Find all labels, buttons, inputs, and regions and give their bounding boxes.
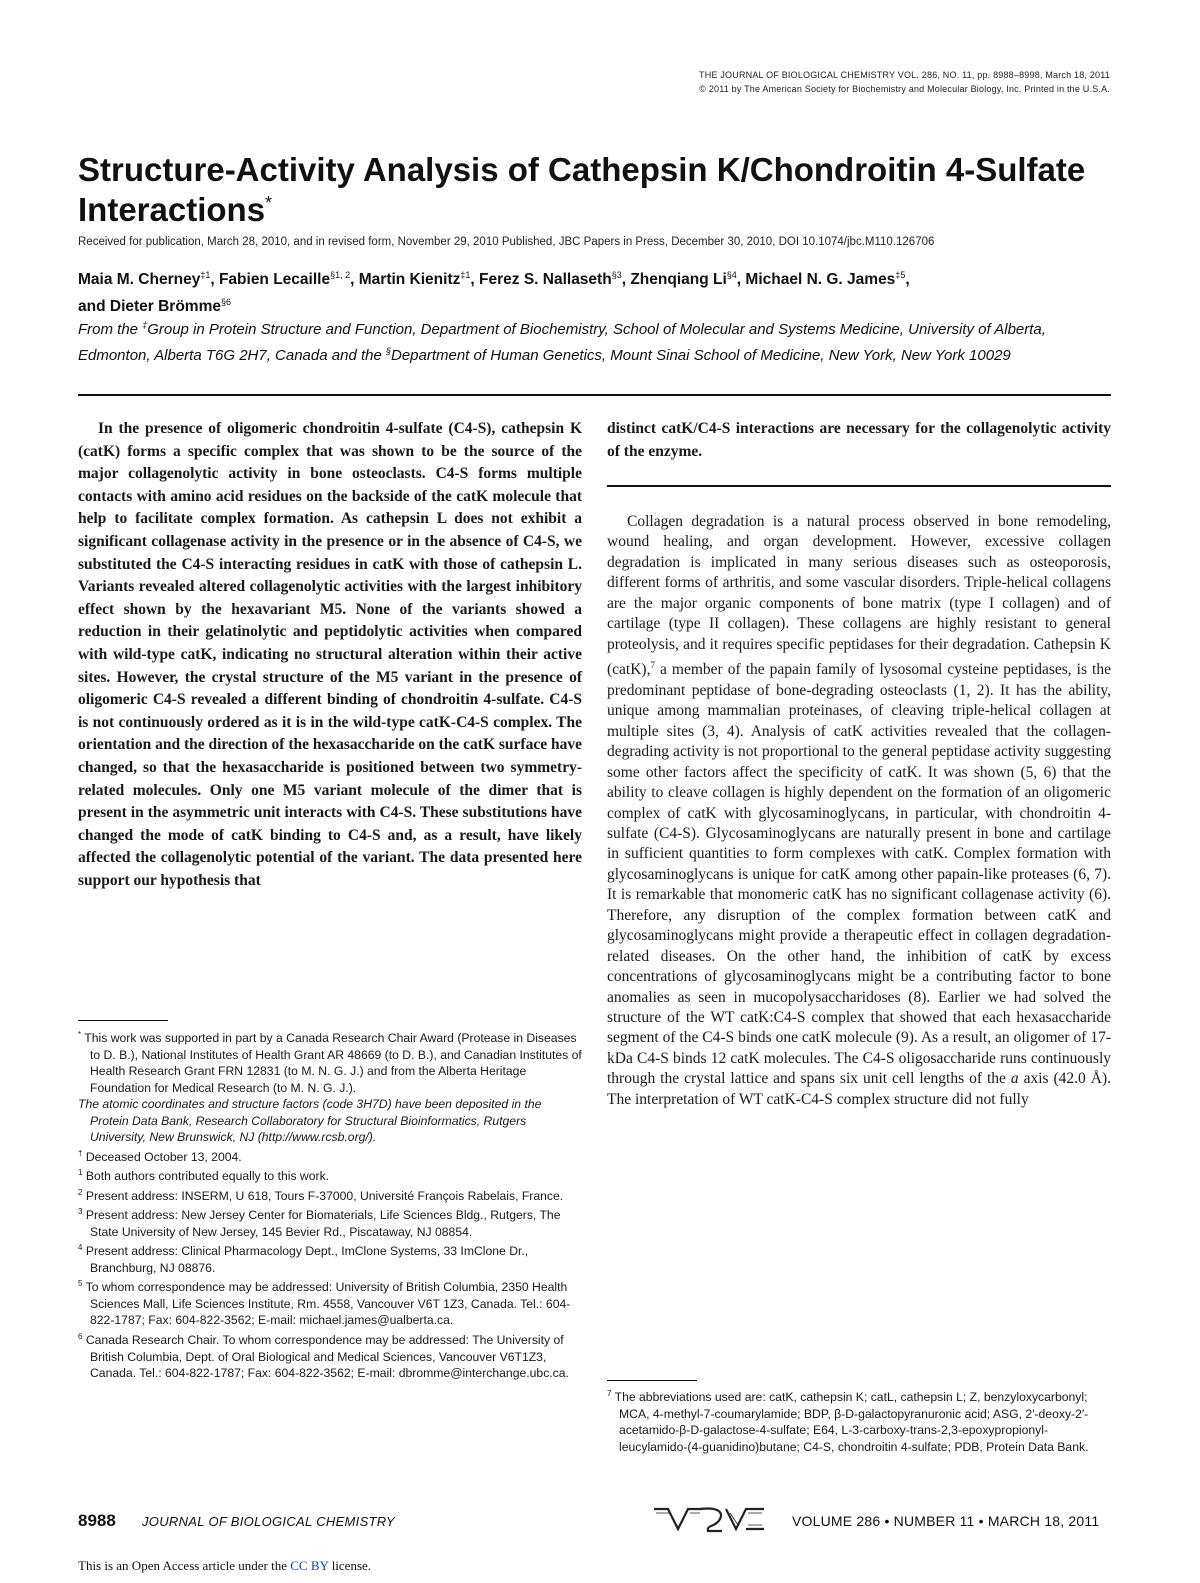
footnote-item <box>78 1329 582 1382</box>
footnote-mark: 6 <box>78 1331 83 1341</box>
copyright-header-line: © 2011 by The American Society for Biochemistry and Molecular Biology, Inc. Printed in the U.S.A. <box>699 84 1110 94</box>
license-text: license. <box>328 1558 372 1573</box>
affiliation-part: Group in Protein Structure and Function, Department of Biochemistry, School of Molecular and Systems Medicine, University of Alberta, Edmonton, Alberta T6G 2H7, Canada and the <box>78 321 1046 364</box>
footnote-item <box>78 1185 582 1205</box>
author-affiliation-mark: §1, 2 <box>330 270 351 280</box>
article-title <box>78 150 1118 230</box>
author-affiliation-mark: ‡5 <box>895 270 906 280</box>
footnote-item <box>78 1027 582 1096</box>
footnote-text: Present address: New Jersey Center for Biomaterials, Life Sciences Bldg., Rutgers, The State University of New Jersey, 145 Bevier Rd., Piscataway, NJ 08854. <box>85 1208 561 1239</box>
footnote-text: Deceased October 13, 2004. <box>85 1149 242 1164</box>
author-affiliation-mark: ‡1 <box>200 270 211 280</box>
affiliation-mark: § <box>385 345 391 356</box>
affiliation-part: Department of Human Genetics, Mount Sinai School of Medicine, New York, New York 10029 <box>390 346 1011 364</box>
author-list <box>78 264 1118 318</box>
footnote-text: The abbreviations used are: catK, cathepsin K; catL, cathepsin L; Z, benzyloxycarbonyl; MCA, 4-methyl-7-coumarylamide; BDP, β-D-galactopyranuronic acid; ASG, 2′-deoxy-2′-acetamido-β-D-galactose-4-sulfate; E64, L-3-carboxy-trans-2,3-epoxypropionyl-leucylamido-(4-guanidino)butane; C4-S, chondroitin 4-sulfate; PDB, Protein Data Bank. <box>614 1390 1089 1454</box>
volume-info: VOLUME 286 • NUMBER 11 • MARCH 18, 2011 <box>792 1513 1100 1529</box>
affiliation-mark: ‡ <box>142 320 148 330</box>
footnote-item <box>78 1165 582 1185</box>
footnote-item <box>78 1146 582 1166</box>
footnote-item <box>78 1276 582 1329</box>
abstract-right-column: distinct catK/C4-S interactions are necessary for the collagenolytic activity of the enzyme. <box>607 420 1111 460</box>
footnote-ref: 7 <box>650 660 655 671</box>
author-name: Ferez S. Nallaseth <box>479 271 612 289</box>
title-text: Structure-Activity Analysis of Cathepsin K/Chondroitin 4-Sulfate Interactions <box>78 151 1086 228</box>
intro-text: Collagen degradation is a natural process observed in bone remodeling, wound healing, and organ development. However, excessive collagen degradation is implicated in many serious diseases such as osteoporosis, different forms of arthritis, and some vascular disorders. Triple-helical collagens are the major organic components of bone matrix (type I collagen) and of cartilage (type II collagen). These collagens are highly resistant to general proteolysis, and it requires specific peptidases for their degradation. Cathepsin K (catK), <box>607 513 1111 679</box>
author-separator: , <box>210 271 219 289</box>
footnote-text: Both authors contributed equally to this work. <box>85 1169 330 1184</box>
author-separator: , <box>621 271 631 289</box>
footnotes-left <box>78 1027 582 1382</box>
footnote-mark: 1 <box>78 1168 83 1178</box>
author-affiliation-mark: §6 <box>221 297 232 308</box>
author-and: and <box>78 298 110 316</box>
footnote-text: To whom correspondence may be addressed: University of British Columbia, 2350 Health Sciences Mall, Life Sciences Institute, Rm. 4558, Vancouver V6T 1Z3, Canada. Tel.: 604-822-1787; Fax: 604-822-3562; E-mail: michael.james@ualberta.ca. <box>85 1280 571 1328</box>
affiliation <box>78 315 1098 366</box>
author-separator: , <box>736 271 746 289</box>
footnote-mark: 2 <box>78 1187 83 1197</box>
asbmb-logo <box>650 1503 768 1535</box>
footnote-text: This work was supported in part by a Canada Research Chair Award (Protease in Diseases to D. B.), National Institutes of Health Grant AR 48669 (to D. B.), and Canadian Institutes of Health Research Grant FRN 12831 (to M. N. G. J.) and from the Alberta Heritage Foundation for Medical Research (to M. N. G. J.). <box>84 1031 582 1095</box>
footnote-rule <box>78 1020 168 1021</box>
abstract-left-column: In the presence of oligomeric chondroitin 4-sulfate (C4-S), cathepsin K (catK) forms a specific complex that was shown to be the source of the major collagenolytic activity in bone osteoclasts. C4-S forms multiple contacts with amino acid residues on the backside of the catK molecule that help to facilitate complex formation. As cathepsin L does not exhibit a significant collagenase activity in the presence or in the absence of C4-S, we substituted the C4-S interacting residues in catK with those of cathepsin L. Variants revealed altered collagenolytic activities with the largest inhibitory effect shown by the hexavariant M5. None of the variants showed a reduction in their gelatinolytic and peptidolytic activities when compared with wild-type catK, indicating no structural alteration within their active sites. However, the crystal structure of the M5 variant in the presence of oligomeric C4-S revealed a different binding of chondroitin 4-sulfate. C4-S is not continuously ordered as it is in the wild-type catK-C4-S complex. The orientation and the direction of the hexasaccharide on the catK surface have changed, so that the hexasaccharide is positioned between two symmetry-related molecules. Only one M5 variant molecule of the dimer that is present in the asymmetric unit interacts with C4-S. These substitutions have changed the mode of catK binding to C4-S and, as a result, have likely affected the collagenolytic potential of the variant. The data presented here support our hypothesis that <box>78 420 582 889</box>
footnote-text: Present address: INSERM, U 618, Tours F-37000, Université François Rabelais, France. <box>85 1188 564 1203</box>
received-line: Received for publication, March 28, 2010, and in revised form, November 29, 2010 Published, JBC Papers in Press, December 30, 2010, DOI 10.1074/jbc.M110.126706 <box>78 236 935 248</box>
intro-text: axis (42.0 Å). The interpretation of WT catK-C4-S complex structure did not fully <box>607 1070 1111 1108</box>
author-separator: , <box>905 271 910 289</box>
author-name: Maia M. Cherney <box>78 271 201 289</box>
author-name: Martin Kienitz <box>358 271 461 289</box>
footnote-item <box>78 1204 582 1240</box>
introduction-body <box>607 512 1111 1110</box>
footnote-mark: 5 <box>78 1279 83 1289</box>
footnote-item <box>78 1096 582 1146</box>
footnote-mark: 3 <box>78 1207 83 1217</box>
author-separator: , <box>350 271 359 289</box>
footnote-mark: 7 <box>607 1389 612 1398</box>
author-affiliation-mark: §4 <box>726 270 737 280</box>
footnote-text: The atomic coordinates and structure factors (code 3H7D) have been deposited in the Protein Data Bank, Research Collaboratory for Structural Bioinformatics, Rutgers University, New Brunswick, NJ (http://www.rcsb.org/). <box>78 1097 542 1145</box>
footnote-mark: † <box>78 1148 83 1158</box>
footnote-rule <box>607 1380 697 1381</box>
title-divider <box>78 394 1111 396</box>
page-number: 8988 <box>78 1511 116 1530</box>
footnote-abbreviations <box>607 1386 1111 1455</box>
license-text: This is an Open Access article under the <box>78 1558 291 1573</box>
license-line <box>78 1558 371 1574</box>
author-affiliation-mark: §3 <box>611 270 622 280</box>
affiliation-prefix: From the <box>78 321 143 338</box>
footnote-text: Canada Research Chair. To whom correspondence may be addressed: The University of British Columbia, Dept. of Oral Biological and Medical Sciences, Vancouver V6T1Z3, Canada. Tel.: 604-822-1787; Fax: 604-822-3562; E-mail: dbromme@interchange.ubc.ca. <box>85 1333 569 1380</box>
axis-symbol: a <box>1010 1070 1019 1088</box>
footnote-mark: 4 <box>78 1243 83 1253</box>
footnote-text: Present address: Clinical Pharmacology Dept., ImClone Systems, 33 ImClone Dr., Branchburg, NJ 08876. <box>85 1244 529 1275</box>
abstract-divider <box>607 485 1111 487</box>
author-name: Fabien Lecaille <box>218 271 331 289</box>
author-name: Dieter Brömme <box>109 298 221 316</box>
author-name: Michael N. G. James <box>745 271 896 289</box>
footnote-mark: * <box>78 1030 82 1039</box>
author-separator: , <box>470 271 480 289</box>
journal-header-line: THE JOURNAL OF BIOLOGICAL CHEMISTRY VOL. 286, NO. 11, pp. 8988–8998, March 18, 2011 <box>699 70 1110 80</box>
title-footnote-mark: * <box>265 193 273 213</box>
cc-by-link[interactable]: CC BY <box>290 1558 329 1573</box>
author-name: Zhenqiang Li <box>630 271 727 289</box>
author-affiliation-mark: ‡1 <box>460 270 471 280</box>
journal-name: JOURNAL OF BIOLOGICAL CHEMISTRY <box>142 1514 395 1529</box>
footnote-item <box>78 1240 582 1276</box>
intro-text: a member of the papain family of lysosomal cysteine peptidases, is the predominant peptidase of bone-degrading osteoclasts (1, 2). It has the ability, unique among mammalian proteinases, of cleaving triple-helical collagen at multiple sites (3, 4). Analysis of catK activities revealed that the collagen-degrading activity is not proportional to the general peptidase activity suggesting some other factors affect the specificity of catK. It was shown (5, 6) that the ability to cleave collagen is highly dependent on the formation of an oligomeric complex of catK with glycosaminoglycans, in particular, with chondroitin 4-sulfate (C4-S). Glycosaminoglycans are naturally present in bone and cartilage in sufficient quantities to form complexes with catK. Complex formation with glycosaminoglycans is unique for catK among other papain-like proteases (6, 7). It is remarkable that monomeric catK has no significant collagenase activity (6). Therefore, any disruption of the complex formation between catK and glycosaminoglycans might provide a therapeutic effect in collagen degradation-related diseases. On the other hand, the inhibition of catK by excess concentrations of glycosaminoglycans might be a contributing factor to bone anomalies as seen in mucopolysaccharidoses (8). Earlier we had solved the structure of the WT catK:C4-S complex that showed that each hexasaccharide segment of the C4-S binds one catK molecule (9). As a result, an oligomer of 17-kDa C4-S binds 12 catK molecules. The C4-S oligosaccharide runs continuously through the crystal lattice and spans six unit cell lengths of the <box>607 661 1111 1088</box>
